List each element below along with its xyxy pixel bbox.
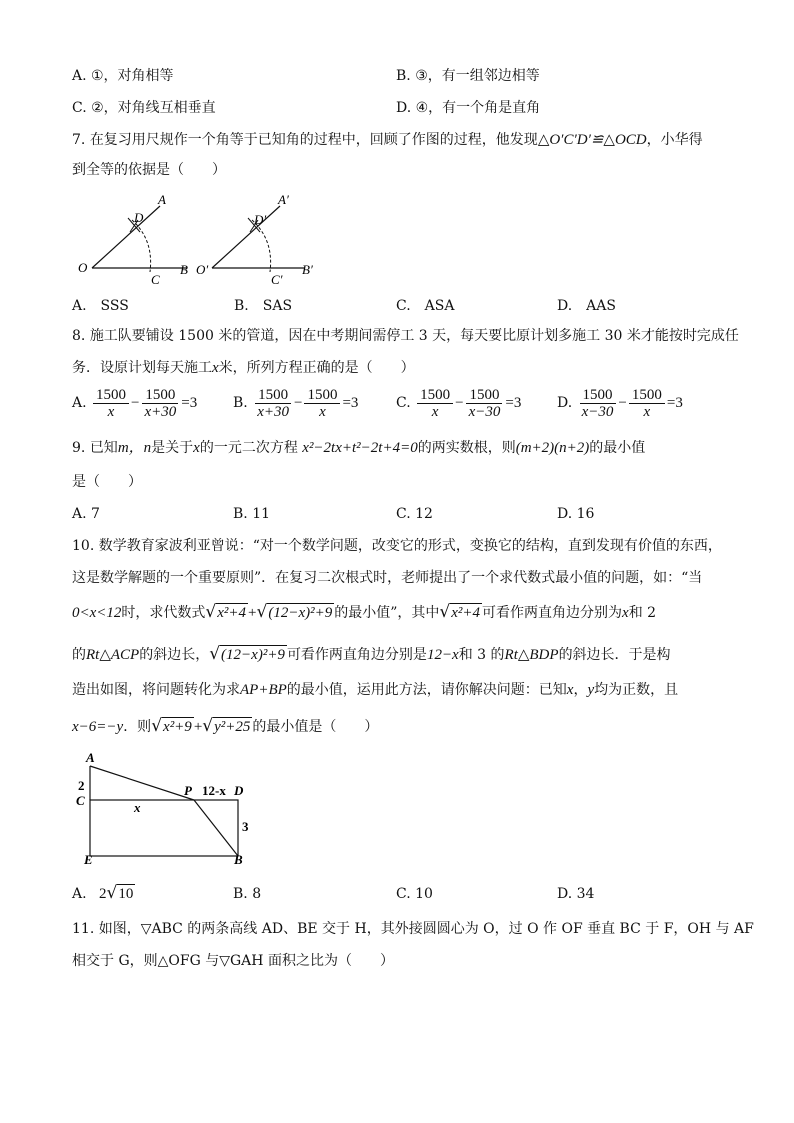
- label-a: A: [86, 750, 95, 765]
- q9-stem-line1: [72, 438, 645, 458]
- q10-triangle-acp: Rt△ACP: [86, 647, 140, 663]
- q10-text: 造出如图，将问题转化为求: [72, 682, 240, 698]
- q8-option-a: A. $\frac{1500}{x}$ − $\frac{1500}{x+30}$ =3: [72, 386, 198, 420]
- label-12-minus-x: 12-x: [202, 783, 226, 798]
- label-d: D: [134, 210, 144, 225]
- q10-sum: AP+BP: [240, 682, 287, 698]
- q10-line2: 这是数学解题的一个重要原则”．在复习二次根式时，老师提出了一个求代数式最小值的问题，如：“当: [72, 570, 703, 586]
- option-label: A.: [72, 395, 87, 411]
- q10-condition: x−6=−y: [72, 719, 124, 735]
- q10-line1: [72, 536, 722, 556]
- numerator: 1500: [142, 387, 178, 404]
- q10-text: ．则: [123, 719, 152, 735]
- q10-text: ，: [573, 682, 588, 698]
- q8-option-b: B. $\frac{1500}{x+30}$ − $\frac{1500}{x}$ =3: [233, 386, 359, 420]
- ray-oa: [92, 206, 160, 268]
- radical-sign: √: [439, 602, 451, 622]
- numerator: 1500: [255, 387, 291, 404]
- q7-stem-part2: ，小华得: [646, 132, 703, 148]
- fraction: [93, 387, 129, 420]
- q6-option-a: A. ①，对角相等: [72, 68, 174, 84]
- q8-number: 8.: [72, 328, 86, 344]
- option-label: B.: [233, 395, 248, 411]
- q10-figure: [72, 748, 272, 872]
- label-three: 3: [242, 819, 249, 834]
- denominator: x−30: [581, 403, 614, 420]
- q8-option-d: D. $\frac{1500}{x-30}$ − $\frac{1500}{x}$ =3: [557, 386, 683, 420]
- q10-text: 的: [72, 647, 86, 663]
- q7-option-a: A. SSS: [72, 298, 129, 314]
- q6-option-b: B. ③，有一组邻边相等: [396, 68, 540, 84]
- q9-vars: m，n: [117, 440, 152, 456]
- option-label: A.: [72, 886, 87, 902]
- q10-line5: [72, 680, 678, 700]
- q9-text: 的一元二次方程: [199, 440, 298, 456]
- radical-sign: √: [256, 602, 268, 622]
- q8-var-x: x: [212, 360, 219, 376]
- q8-stem-line2-a: 务．设原计划每天施工: [72, 360, 212, 376]
- rhs: =3: [181, 395, 198, 411]
- numerator: 1500: [93, 387, 129, 404]
- q11-text: 如图，▽ABC 的两条高线 AD、BE 交于 H，其外接圆圆心为 O，过 O 作 OF 垂直 BC 于 F，OH 与 AF: [98, 921, 754, 937]
- q10-text: 的斜边长，: [139, 647, 210, 663]
- q10-line6: x−6=−y．则√x²+9 +√y²+25 的最小值是（ ）: [72, 716, 379, 736]
- q10-text: 和 2: [628, 605, 657, 621]
- q9-option-b: B. 11: [233, 506, 271, 522]
- fraction: [304, 387, 340, 420]
- fraction: [417, 387, 453, 420]
- label-o: O: [78, 260, 88, 275]
- q9-option-c: C. 12: [396, 506, 433, 522]
- q10-var-x: x: [622, 605, 629, 621]
- q8-stem-text1: 施工队要铺设 1500 米的管道，因在中考期间需停工 3 天，每天要比原计划多施工 30 米才能按时完成任: [89, 328, 739, 344]
- q7-option-d: D. AAS: [557, 298, 616, 314]
- numerator: 1500: [629, 387, 665, 404]
- q7-option-c: C. ASA: [396, 298, 455, 314]
- q7-option-b: B. SAS: [234, 298, 293, 314]
- radical-sign: √: [209, 644, 221, 664]
- radical-sign: √: [106, 883, 118, 903]
- q7-stem-line2: 到全等的依据是（ ）: [72, 162, 226, 178]
- radicand: x²+9: [163, 719, 192, 735]
- radicand: x²+4: [217, 605, 247, 621]
- option-label: C.: [396, 395, 411, 411]
- q7-figures: [72, 190, 352, 290]
- q10-text: 的最小值，运用此方法，请你解决问题：已知: [286, 682, 567, 698]
- arc-cd: [132, 220, 151, 272]
- radical-sign: √: [151, 716, 163, 736]
- label-a: A: [158, 192, 166, 207]
- denominator: x: [319, 403, 326, 420]
- option-label: D.: [557, 395, 573, 411]
- denominator: x+30: [257, 403, 289, 420]
- rhs: =3: [342, 395, 359, 411]
- fraction: [466, 387, 504, 420]
- q10-text: 可看作两直角边分别为: [482, 605, 623, 621]
- q11-number: 11.: [72, 921, 95, 937]
- q10-triangle-bdp: Rt△BDP: [504, 647, 559, 663]
- label-d: D: [234, 783, 244, 798]
- denominator: x: [431, 403, 439, 420]
- denominator: x: [643, 403, 651, 420]
- label-c2: C′: [271, 272, 283, 287]
- option-coefficient: 2: [99, 886, 107, 902]
- q9-text: 已知: [89, 440, 118, 456]
- label-b: B: [234, 852, 243, 867]
- label-d2: D′: [254, 212, 267, 227]
- q10-text: 时，求代数式: [121, 605, 206, 621]
- q6-option-c: C. ②，对角线互相垂直: [72, 100, 216, 116]
- q10-option-c: C. 10: [396, 886, 433, 902]
- radicand: 10: [118, 886, 134, 902]
- q9-stem-line2: 是（ ）: [72, 474, 142, 490]
- label-c: C: [151, 272, 160, 287]
- radicand: y²+25: [214, 719, 251, 735]
- numerator: 1500: [580, 387, 616, 404]
- ray-o2a2: [212, 206, 280, 268]
- label-c: C: [76, 793, 85, 808]
- q10-var-x: x: [566, 682, 574, 698]
- q10-condition: 0<x<12: [72, 605, 122, 621]
- numerator: 1500: [466, 387, 502, 404]
- q10-text: 的最小值”，其中: [334, 605, 440, 621]
- q10-var-y: y: [587, 682, 595, 698]
- q10-option-b: B. 8: [233, 886, 262, 902]
- q10-text: 的斜边长．于是构: [558, 647, 671, 663]
- q10-text: 和 3 的: [458, 647, 505, 663]
- q10-text: 数学教育家波利亚曾说：“对一个数学问题，改变它的形式，变换它的结构，直到发现有价值的东西，: [98, 538, 722, 554]
- q10-text: 可看作两直角边分别是: [286, 647, 427, 663]
- q9-text: 的两实数根，则: [417, 440, 516, 456]
- label-b2: B′: [302, 262, 313, 277]
- q10-option-d: D. 34: [557, 886, 595, 902]
- radical-sign: √: [202, 716, 214, 736]
- label-two: 2: [78, 778, 85, 793]
- q10-number: 10.: [72, 538, 95, 554]
- fraction: [141, 387, 179, 420]
- q7-stem-line1: [72, 130, 703, 150]
- fraction: [254, 387, 292, 420]
- segment-ap: [90, 766, 194, 800]
- q9-text: 是关于: [151, 440, 194, 456]
- label-e: E: [84, 852, 93, 867]
- radicand: (12−x)²+9: [221, 647, 285, 663]
- q11-line1: [72, 919, 754, 939]
- fraction: [579, 387, 617, 420]
- radicand: x²+4: [451, 605, 481, 621]
- segment-pb: [194, 800, 238, 856]
- q9-expression: (m+2)(n+2): [515, 440, 590, 456]
- label-o2: O′: [196, 262, 209, 277]
- q7-number: 7.: [72, 132, 86, 148]
- denominator: x: [107, 403, 115, 420]
- q10-option-a: [72, 883, 135, 904]
- label-p: P: [184, 783, 192, 798]
- q8-option-c: C. $\frac{1500}{x}$ − $\frac{1500}{x-30}$ =3: [396, 386, 522, 420]
- q7-congruence: △O′C′D′≌△OCD: [537, 132, 647, 148]
- q6-option-d: D. ④，有一个角是直角: [396, 100, 541, 116]
- q9-number: 9.: [72, 440, 86, 456]
- q10-expr: 12−x: [426, 647, 459, 663]
- radical-sign: √: [205, 602, 217, 622]
- q10-text: 均为正数，且: [594, 682, 679, 698]
- label-b: B: [180, 262, 188, 277]
- radicand: (12−x)²+9: [268, 605, 333, 621]
- numerator: 1500: [417, 387, 453, 404]
- q9-equation: x²−2tx+t²−2t+4=0: [302, 440, 418, 456]
- label-a2: A′: [278, 192, 289, 207]
- q10-text: 的最小值是（ ）: [252, 719, 379, 735]
- q7-figure-2: [196, 192, 313, 287]
- q9-option-a: A. 7: [72, 506, 100, 522]
- label-x: x: [134, 800, 141, 815]
- numerator: 1500: [304, 387, 340, 404]
- denominator: x−30: [468, 403, 501, 420]
- q8-stem-line1: [72, 326, 739, 346]
- q7-stem-part1: 在复习用尺规作一个角等于已知角的过程中，回顾了作图的过程，他发现: [89, 132, 538, 148]
- q11-line2: 相交于 G，则△OFG 与▽GAH 面积之比为（ ）: [72, 953, 394, 969]
- q8-stem-line2: [72, 358, 415, 378]
- rhs: =3: [505, 395, 522, 411]
- q8-stem-line2-b: 米，所列方程正确的是（ ）: [218, 360, 415, 376]
- q9-option-d: D. 16: [557, 506, 595, 522]
- q7-figure-1: [78, 192, 188, 287]
- q10-line4: [72, 644, 671, 665]
- rhs: =3: [666, 395, 683, 411]
- fraction: [629, 387, 665, 420]
- q9-text: 的最小值: [589, 440, 646, 456]
- denominator: x+30: [144, 403, 177, 420]
- arc-c2d2: [252, 220, 271, 272]
- q9-var-x: x: [193, 440, 200, 456]
- q10-line3: 0<x<12时，求代数式√x²+4 +√(12−x)²+9 的最小值”，其中√x²+4 可看作两直角边分别为x和 2: [72, 602, 657, 622]
